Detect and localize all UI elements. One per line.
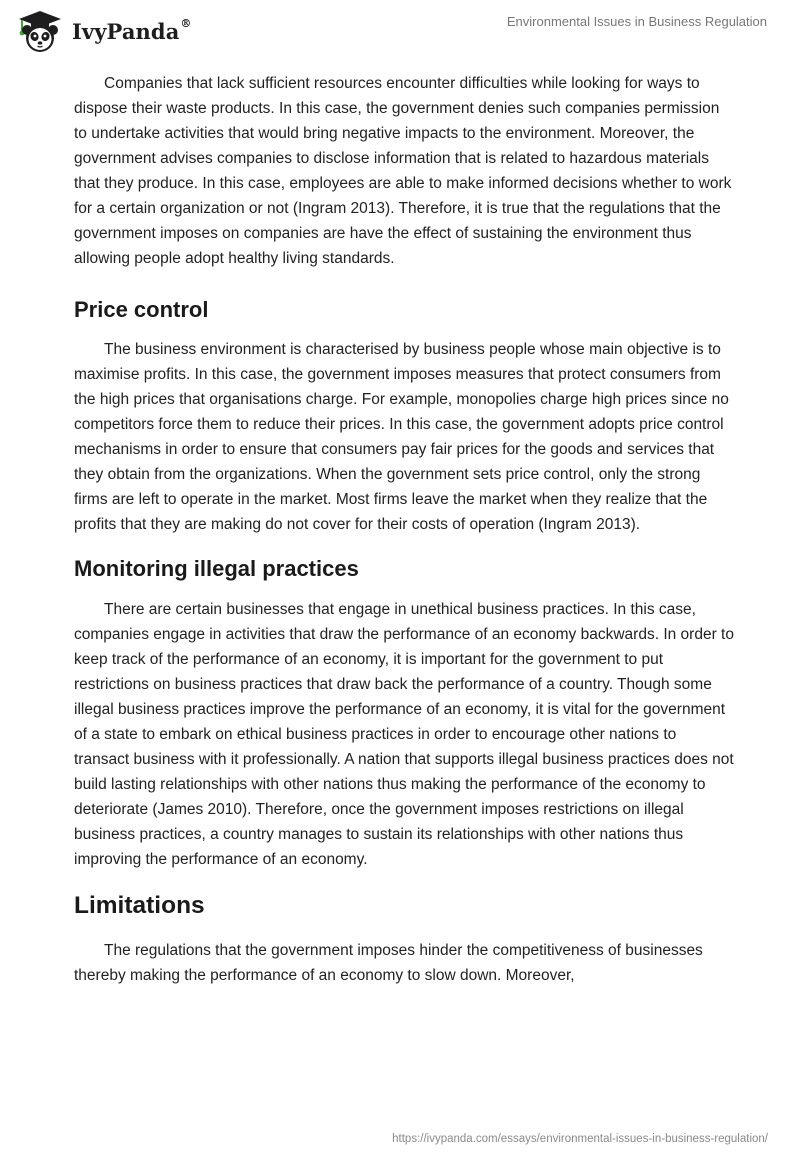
brand-logo[interactable] [14,8,192,54]
section-heading-monitoring-illegal-practices: Monitoring illegal practices [74,556,359,581]
section-paragraph-monitoring-illegal-practices: There are certain businesses that engage in unethical business practices. In this case, companies engage in activities that draw the performance of an economy backwards. In order to keep track of the performance of an economy, it is important for the government to put restrictions on business practices that draw back the performance of a country. Though some illegal business practices improve the performance of an economy, it is vital for the government of a state to embark on ethical business practices in order to encourage other nations to transact business with it professionally. A nation that supports illegal business practices does not build lasting relationships with other nations thus making the performance of the economy to deteriorate (James 2010). Therefore, once the government imposes restrictions on illegal business practices, a country manages to sustain its relationships with other nations thus improving the performance of an economy. [74,601,734,868]
section-paragraph-price-control: The business environment is characterised by business people whose main objective is to maximise profits. In this case, the government imposes measures that protect consumers from the high prices that organisations charge. For example, monopolies charge high prices since no competitors force them to reduce their prices. In this case, the government adopts price control mechanisms in order to ensure that consumers pay fair prices for the goods and services that they obtain from the organizations. When the government sets price control, only the strong firms are left to operate in the market. Most firms leave the market when they realize that the profits that they are making do not cover for their costs of operation (Ingram 2013). [74,341,729,533]
brand-name: IvyPanda® [72,16,192,44]
panda-graduate-icon [14,8,66,54]
section-paragraph-limitations: The regulations that the government imposes hinder the competitiveness of businesses thereby making the performance of an economy to slow down. Moreover, [74,942,703,984]
intro-paragraph: Companies that lack sufficient resources encounter difficulties while looking for ways to dispose their waste products. In this case, the government denies such companies permission to undertake activities that would bring negative impacts to the environment. Moreover, the government advises companies to disclose information that is related to hazardous materials that they produce. In this case, employees are able to make informed decisions whether to work for a certain organization or not (Ingram 2013). Therefore, it is true that the regulations that the government imposes on companies are have the effect of sustaining the environment thus allowing people adopt healthy living standards. [74,75,732,267]
section-heading-limitations: Limitations [74,892,205,919]
document-title: Environmental Issues in Business Regulation [506,14,767,29]
section-heading-price-control: Price control [74,297,209,322]
page-header [0,0,800,62]
essay-body [74,71,734,988]
source-url-link[interactable]: https://ivypanda.com/essays/environmental-issues-in-business-regulation/ [392,1133,768,1145]
